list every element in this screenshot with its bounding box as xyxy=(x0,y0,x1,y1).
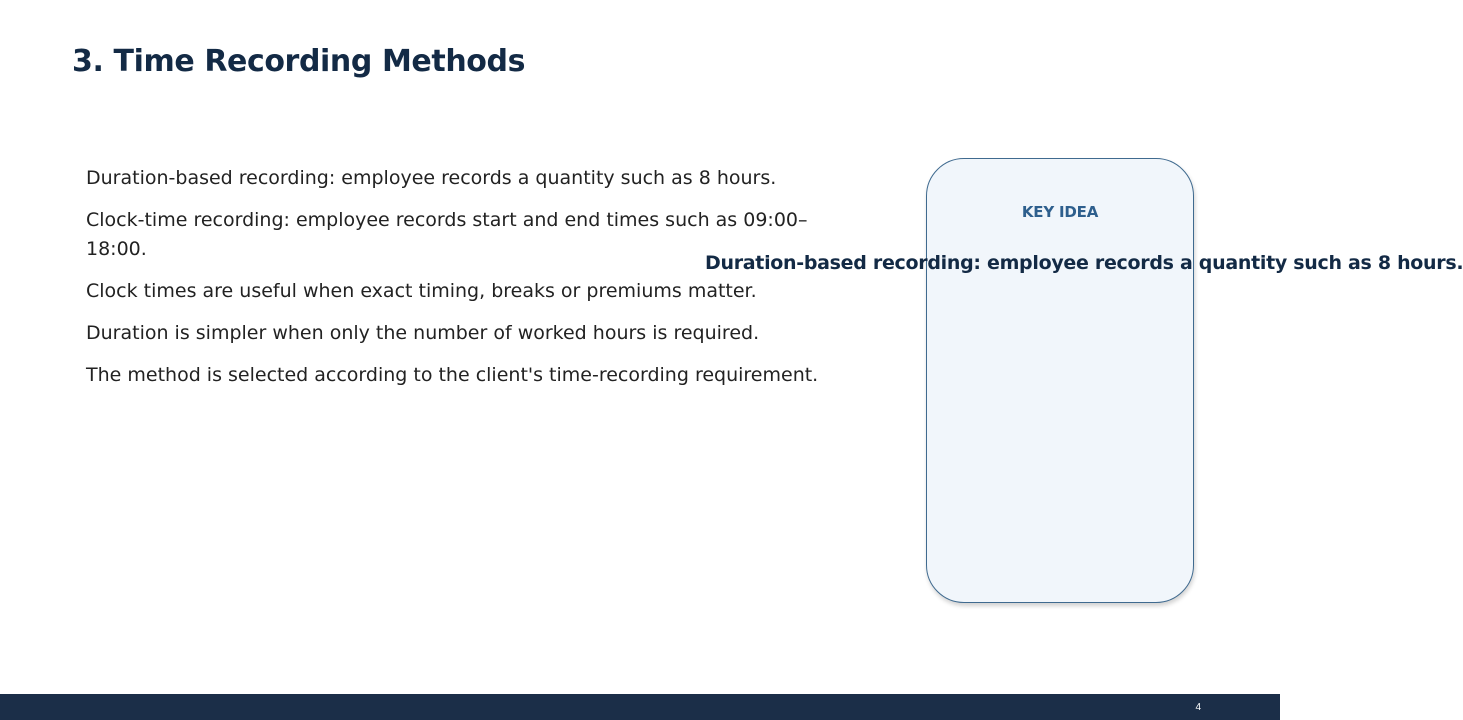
key-idea-box xyxy=(926,158,1194,603)
bullet-item: Clock-time recording: employee records start and end times such as 09:00–18:00. xyxy=(86,209,808,260)
page-number: 4 xyxy=(1195,702,1201,713)
bullet-item: Duration is simpler when only the number of worked hours is required. xyxy=(86,322,760,344)
key-idea-label: KEY IDEA xyxy=(1021,203,1099,221)
footer-bar xyxy=(0,694,1280,720)
bullet-list xyxy=(86,164,846,403)
bullet-item: The method is selected according to the client's time-recording requirement. xyxy=(86,364,819,386)
slide-title: 3. Time Recording Methods xyxy=(72,44,526,79)
bullet-item: Duration-based recording: employee records a quantity such as 8 hours. xyxy=(86,167,777,189)
key-idea-text: Duration-based recording: employee records a quantity such as 8 hours. xyxy=(705,252,1463,274)
bullet-item: Clock times are useful when exact timing, breaks or premiums matter. xyxy=(86,280,757,302)
